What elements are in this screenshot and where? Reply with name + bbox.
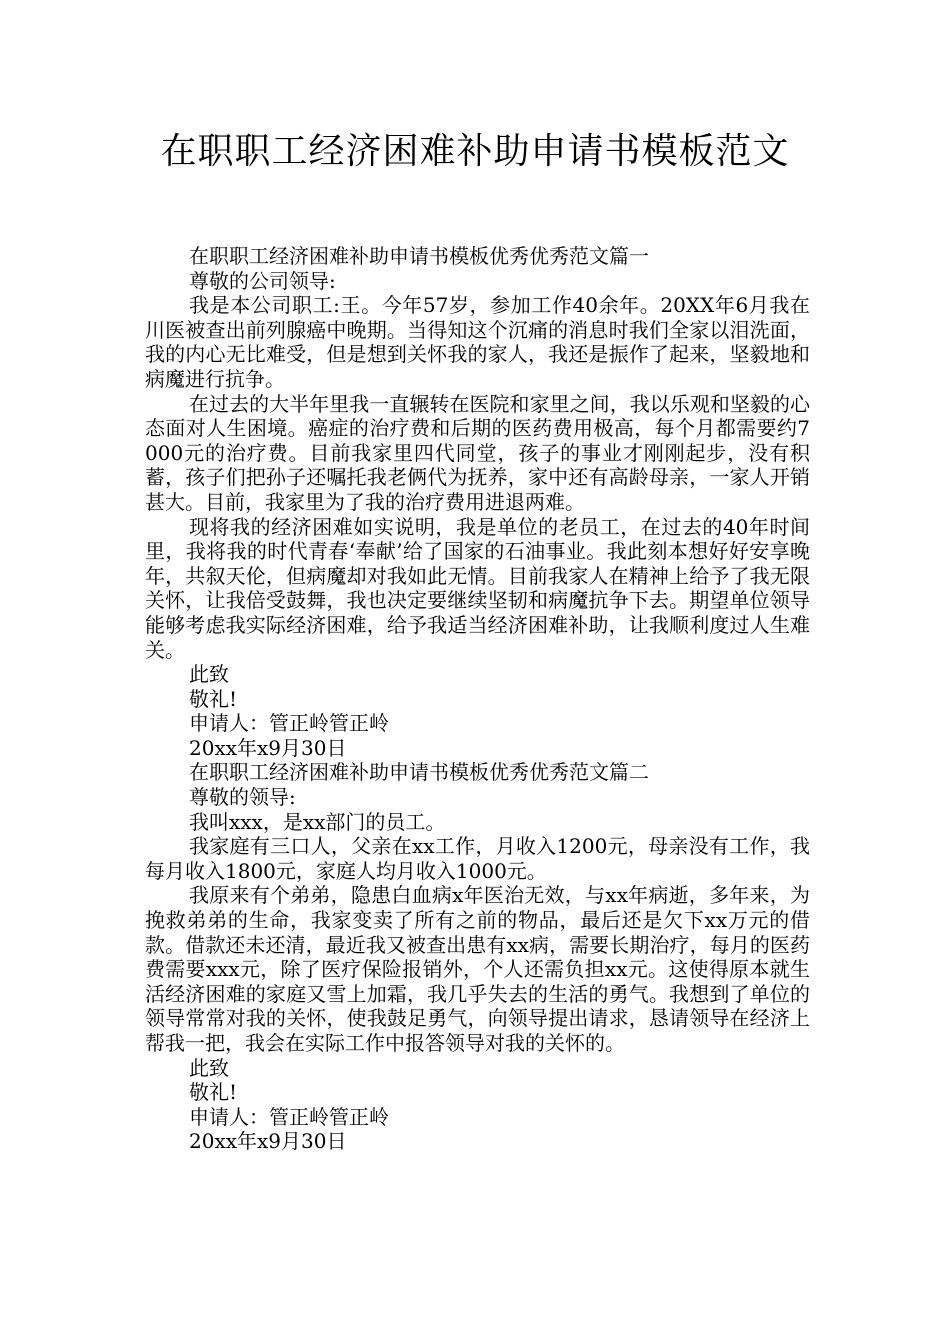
closing-line: 敬礼!: [189, 1080, 238, 1105]
salutation-2: 尊敬的领导:: [189, 785, 296, 810]
body-paragraph: 现将我的经济困难如实说明，我是单位的老员工，在过去的40年时间里，我将我的时代青春‘奉献’给了国家的石油事业。我此刻本想好好安享晚年，共叙天伦，但病魔却对我如此无情。目前我家人在精神上给予了我无限关怀，让我倍受鼓舞，我也决定要继续坚韧和病魔抗争下去。期望单位领导能够考虑我实际经济困难，给予我适当经济困难补助，让我顺利度过人生难关。: [145, 514, 810, 662]
document-title: 在职职工经济困难补助申请书模板范文: [160, 131, 790, 172]
salutation-1: 尊敬的公司领导:: [189, 268, 336, 293]
section-heading-2: 在职职工经济困难补助申请书模板优秀优秀范文篇二: [189, 760, 649, 785]
closing-line: 敬礼!: [189, 686, 238, 711]
closing-line: 此致: [189, 1055, 229, 1080]
document-body: [145, 244, 810, 1154]
applicant-line: 申请人：管正岭管正岭: [189, 1104, 389, 1129]
applicant-line: 申请人：管正岭管正岭: [189, 711, 389, 736]
body-paragraph: 在过去的大半年里我一直辗转在医院和家里之间，我以乐观和坚毅的心态面对人生困境。癌症的治疗费和后期的医药费用极高，每个月都需要约7000元的治疗费。目前我家里四代同堂，孩子的事业才刚刚起步，没有积蓄，孩子们把孙子还嘱托我老俩代为抚养，家中还有高龄母亲，一家人开销甚大。目前，我家里为了我的治疗费用进退两难。: [145, 391, 810, 514]
body-paragraph: 我叫xxx，是xx部门的员工。: [189, 809, 446, 834]
date-line: 20xx年x9月30日: [189, 735, 347, 760]
body-paragraph: 我家庭有三口人，父亲在xx工作，月收入1200元，母亲没有工作，我每月收入1800元，家庭人均月收入1000元。: [145, 834, 810, 883]
body-paragraph: 我原来有个弟弟，隐患白血病x年医治无效，与xx年病逝，多年来，为挽救弟弟的生命，我家变卖了所有之前的物品，最后还是欠下xx万元的借款。借款还未还清，最近我又被查出患有xx病，需要长期治疗，每月的医药费需要xxx元，除了医疗保险报销外，个人还需负担xx元。这使得原本就生活经济困难的家庭又雪上加霜，我几乎失去的生活的勇气。我想到了单位的领导常常对我的关怀，使我鼓足勇气，向领导提出请求，恳请领导在经济上帮我一把，我会在实际工作中报答领导对我的关怀的。: [145, 883, 810, 1055]
closing-line: 此致: [189, 662, 229, 687]
date-line: 20xx年x9月30日: [189, 1129, 347, 1154]
body-paragraph: 我是本公司职工:王。今年57岁，参加工作40余年。20XX年6月我在川医被查出前列腺癌中晚期。当得知这个沉痛的消息时我们全家以泪洗面，我的内心无比难受，但是想到关怀我的家人，我还是振作了起来，坚毅地和病魔进行抗争。: [145, 293, 810, 391]
section-heading-1: 在职职工经济困难补助申请书模板优秀优秀范文篇一: [189, 244, 649, 268]
